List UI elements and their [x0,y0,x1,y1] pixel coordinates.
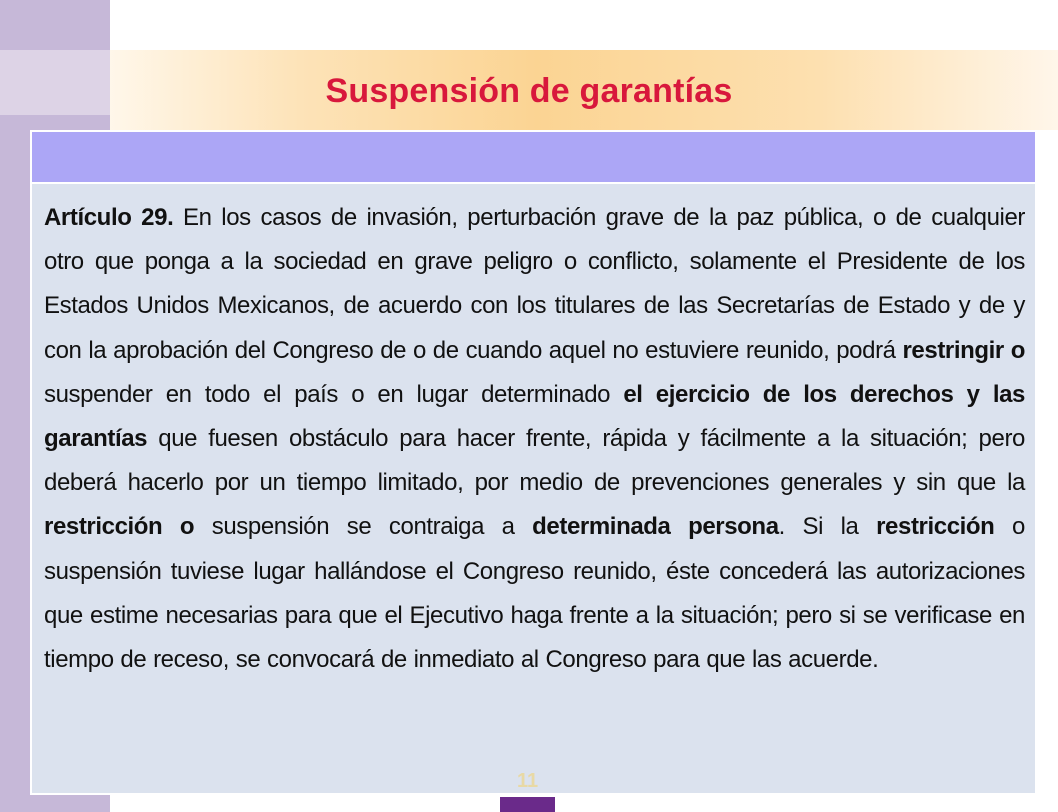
article-text-segment: suspender en todo el país o en lugar determinado [44,380,624,408]
article-text-segment: suspensión se contraiga a [194,513,533,541]
article-emphasis: restricción [876,513,995,541]
table-header-row [32,132,1035,184]
slide-number-box [500,797,555,812]
article-emphasis: restricción o [44,513,195,541]
article-table [30,130,1037,795]
article-text-segment: . Si la [778,513,877,541]
slide-title: Suspensión de garantías [325,72,733,110]
slide-number: 11 [517,770,539,792]
left-decorative-bar-highlight [0,50,110,115]
article-emphasis: restringir o [902,336,1025,364]
article-emphasis: el ejercicio de los derechos y las garantías [44,380,1025,453]
article-text [44,196,1025,682]
article-heading: Artículo 29. [44,204,174,231]
article-text-segment: que fuesen obstáculo para hacer frente, rápida y fácilmente a la situación; pero deberá hacerlo por un tiempo limitado, por medio de prevenciones generales y sin que la [44,425,1025,497]
article-text-segment: En los casos de invasión, perturbación grave de la paz pública, o de cualquier otro que ponga a la sociedad en grave peligro o conflicto, solamente el Presidente de los Estados Unidos Mexicanos, de acuerdo con los titulares de las Secretarías de Estado y de y con la aprobación del Congreso de o de cuando aquel no estuviere reunido, podrá [44,204,1025,364]
article-emphasis: determinada persona [532,513,779,541]
article-text-segment: o suspensión tuviese lugar hallándose el Congreso reunido, éste concederá las autorizaciones que estime necesarias para que el Ejecutivo haga frente a la situación; pero si se verificase en tiempo de receso, se convocará de inmediato al Congreso para que las acuerde. [44,513,1025,674]
